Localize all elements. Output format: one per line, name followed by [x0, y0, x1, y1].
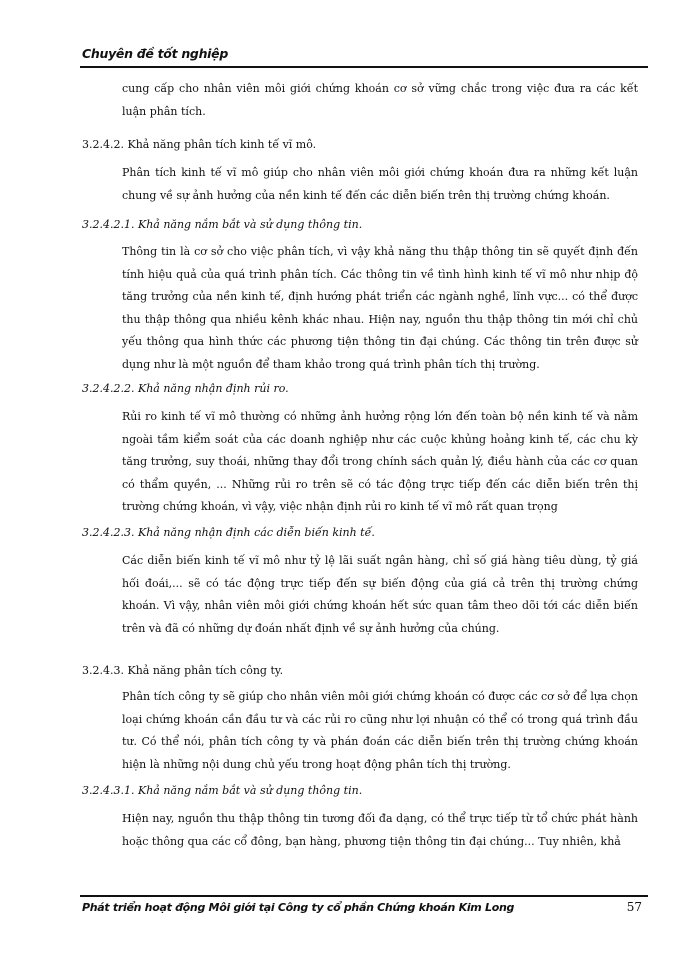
paragraph-company-analysis: Phân tích công ty sẽ giúp cho nhân viên môi giới chứng khoán có được các cơ sở để lựa chọn loại chứng khoán cần đầu tư và các rủi ro cũng như lợi nhuận có thể có trong quá trình đầu tư. Có thể nói, phân tích công ty và phán đoán các diễn biến trên thị trường chứng khoán hiện là những nội dung chủ yếu trong hoạt động phân tích thị trường.: [122, 690, 638, 771]
subsection-heading-3-2-4-2-1: 3.2.4.2.1. Khả năng nắm bắt và sử dụng thông tin.: [82, 218, 363, 231]
paragraph-information-capability: Thông tin là cơ sở cho việc phân tích, vì vậy khả năng thu thập thông tin sẽ quyết định đến tính hiệu quả của quá trình phân tích. Các thông tin về tình hình kinh tế vĩ mô như nhịp độ tăng trưởng của nền kinh tế, định hướng phát triển các ngành nghề, lĩnh vực... có thể được thu thập thông qua nhiều kênh khác nhau. Hiện nay, nguồn thu thập thông tin mới chỉ chủ yếu thông qua hình thức các phương tiện thông tin đại chúng. Các thông tin trên được sử dụng như là một nguồn để tham khảo trong quá trình phân tích thị trường.: [122, 245, 638, 371]
section-heading-3-2-4-2: 3.2.4.2. Khả năng phân tích kinh tế vĩ mô.: [82, 138, 317, 151]
section-heading-3-2-4-3: 3.2.4.3. Khả năng phân tích công ty.: [82, 664, 284, 677]
page-number: 57: [626, 900, 642, 914]
paragraph-macro-analysis: Phân tích kinh tế vĩ mô giúp cho nhân viên môi giới chứng khoán đưa ra những kết luận chung về sự ảnh hưởng của nền kinh tế đến các diễn biến trên thị trường chứng khoán.: [122, 166, 638, 202]
header-divider: [80, 66, 648, 68]
paragraph-intro-continuation: cung cấp cho nhân viên môi giới chứng khoán cơ sở vững chắc trong việc đưa ra các kết luận phân tích.: [122, 82, 638, 118]
paragraph-risk-assessment: Rủi ro kinh tế vĩ mô thường có những ảnh hưởng rộng lớn đến toàn bộ nền kinh tế và nằm ngoài tầm kiểm soát của các doanh nghiệp như các cuộc khủng hoảng kinh tế, các chu kỳ tăng trưởng, suy thoái, những thay đổi trong chính sách quản lý, điều hành của các cơ quan có thẩm quyền, ... Những rủi ro trên sẽ có tác động trực tiếp đến các diễn biến trên thị trường chứng khoán, vì vậy, việc nhận định rủi ro kinh tế vĩ mô rất quan trọng: [122, 410, 638, 513]
footer-divider: [80, 895, 648, 897]
paragraph-economic-developments: Các diễn biến kinh tế vĩ mô như tỷ lệ lãi suất ngân hàng, chỉ số giá hàng tiêu dùng, tỷ giá hối đoái,... sẽ có tác động trực tiếp đến sự biến động của giá cả trên thị trường chứng khoán. Vì vậy, nhân viên môi giới chứng khoán hết sức quan tâm theo dõi tới các diễn biến trên và đã có những dự đoán nhất định về sự ảnh hưởng của chúng.: [122, 554, 638, 635]
header-title: Chuyên đề tốt nghiệp: [82, 46, 228, 61]
subsection-heading-3-2-4-3-1: 3.2.4.3.1. Khả năng nắm bắt và sử dụng thông tin.: [82, 784, 363, 797]
paragraph-company-information: Hiện nay, nguồn thu thập thông tin tương đối đa dạng, có thể trực tiếp từ tổ chức phát hành hoặc thông qua các cổ đông, bạn hàng, phương tiện thông tin đại chúng... Tuy nhiên, khả: [122, 812, 638, 848]
footer-title: Phát triển hoạt động Môi giới tại Công ty cổ phần Chứng khoán Kim Long: [82, 901, 515, 914]
subsection-heading-3-2-4-2-3: 3.2.4.2.3. Khả năng nhận định các diễn biến kinh tế.: [82, 526, 375, 539]
subsection-heading-3-2-4-2-2: 3.2.4.2.2. Khả năng nhận định rủi ro.: [82, 382, 289, 395]
